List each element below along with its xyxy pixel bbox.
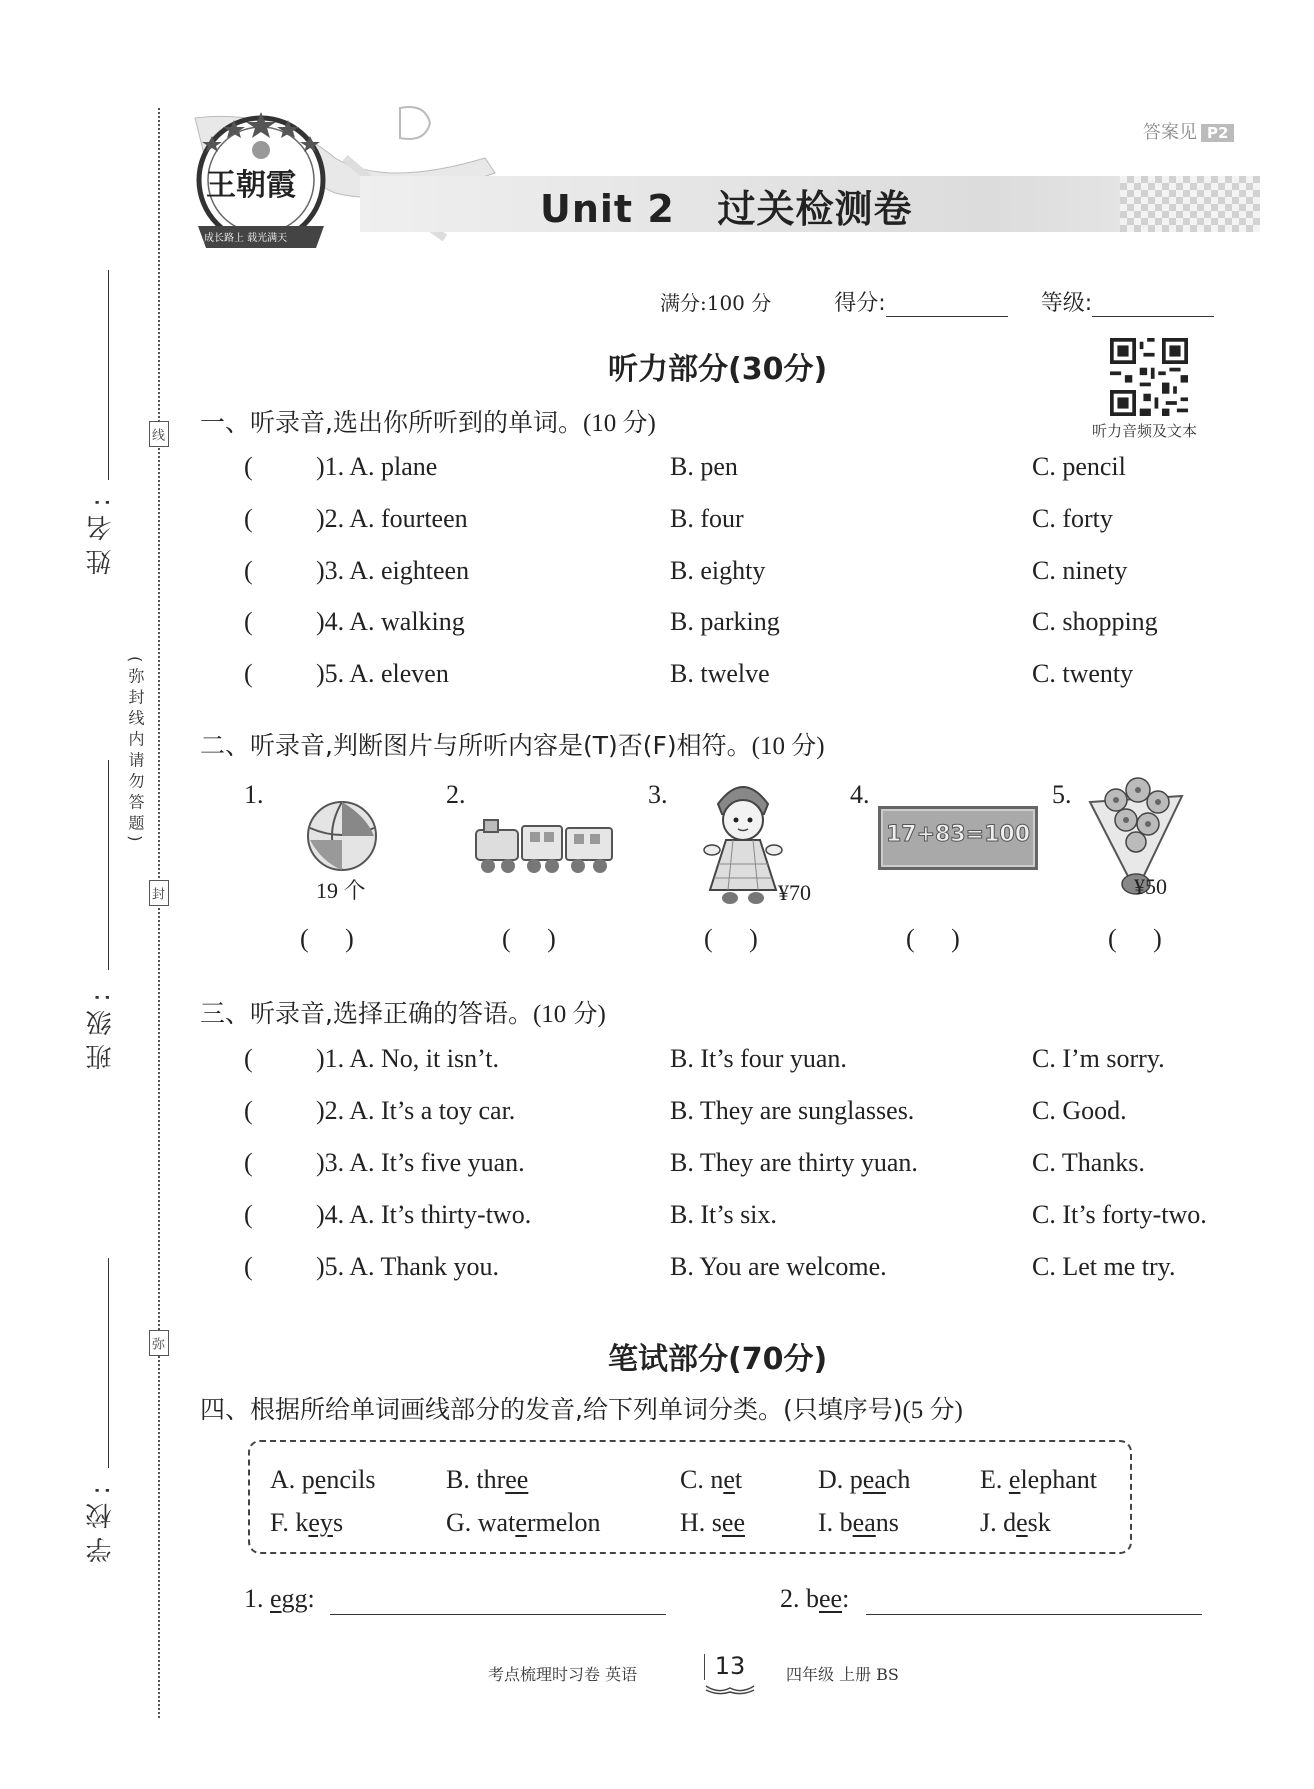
grade-blank[interactable]	[1092, 316, 1214, 317]
title-checker-pattern	[1120, 176, 1260, 232]
item-option-c: C. Thanks.	[1032, 1148, 1145, 1177]
answer-paren[interactable]: (	[244, 1200, 253, 1229]
full-marks: 满分:100 分	[660, 291, 772, 315]
answer-reference	[1143, 118, 1234, 144]
answer-ref-label: 答案见	[1143, 122, 1197, 143]
page-number-book-icon	[704, 1682, 756, 1696]
pic-3-caption: ¥70	[778, 880, 811, 905]
word-d: D. peach	[818, 1465, 911, 1494]
word-g: G. watermelon	[446, 1508, 601, 1537]
score-line	[660, 286, 1214, 317]
answer-paren[interactable]: (	[244, 1148, 253, 1177]
name-write-line	[108, 270, 109, 480]
item-option-a: )4. A. It’s thirty-two.	[316, 1200, 532, 1229]
word-j: J. desk	[980, 1508, 1051, 1537]
item-option-a: )4. A. walking	[316, 607, 465, 636]
item-option-a: )5. A. eleven	[316, 659, 449, 688]
q4-points: (5 分)	[902, 1397, 963, 1424]
item-option-c: C. Let me try.	[1032, 1252, 1176, 1281]
tf-answer-3[interactable]: ( )	[704, 924, 758, 953]
tf-answer-2[interactable]: ( )	[502, 924, 556, 953]
item-option-c: C. twenty	[1032, 659, 1134, 688]
qr-caption: 听力音频及文本	[1092, 422, 1198, 440]
item-option-a: )5. A. Thank you.	[316, 1252, 499, 1281]
pic-4-number: 4.	[850, 780, 870, 809]
q4-heading-text: 四、根据所给单词画线部分的发音,给下列单词分类。(只填序号)	[200, 1395, 903, 1424]
seal-mark-line: 线	[149, 421, 169, 447]
item-option-c: C. It’s forty-two.	[1032, 1200, 1207, 1229]
seal-mark-bottom: 弥	[149, 1330, 169, 1356]
page-number: 13	[714, 1652, 746, 1680]
score-label: 得分:	[834, 291, 886, 316]
answer-paren[interactable]: (	[244, 556, 253, 585]
publisher-logo	[176, 108, 346, 268]
binding-dotted-line	[158, 108, 160, 1718]
word-e: E. elephant	[980, 1465, 1097, 1494]
item-option-c: C. shopping	[1032, 607, 1158, 636]
q4-heading	[200, 1390, 963, 1426]
item-option-a: )3. A. It’s five yuan.	[316, 1148, 525, 1177]
item-option-c: C. I’m sorry.	[1032, 1044, 1165, 1073]
answer-paren[interactable]: (	[244, 504, 253, 533]
pic-5-caption: ¥50	[1134, 874, 1167, 899]
answer-2-label: 2. bee:	[780, 1584, 850, 1613]
item-option-a: )2. A. fourteen	[316, 504, 468, 533]
item-option-a: )1. A. plane	[316, 452, 438, 481]
word-f: F. keys	[270, 1508, 344, 1537]
footer-right: 四年级 上册 BS	[786, 1665, 899, 1684]
item-option-b: B. four	[670, 504, 744, 533]
q1-points: (10 分)	[582, 410, 656, 437]
item-option-b: B. It’s four yuan.	[670, 1044, 847, 1073]
pic-4-caption: 17+83=100	[885, 822, 1031, 847]
item-option-c: C. pencil	[1032, 452, 1126, 481]
answer-paren[interactable]: (	[244, 659, 253, 688]
q3-heading	[200, 994, 606, 1030]
answer-ref-page: P2	[1201, 124, 1234, 142]
ball-icon	[302, 796, 382, 876]
item-option-b: B. twelve	[670, 659, 770, 688]
word-h: H. see	[680, 1508, 745, 1537]
item-option-c: C. ninety	[1032, 556, 1128, 585]
answer-1-blank[interactable]	[330, 1614, 666, 1615]
tf-answer-4[interactable]: ( )	[906, 924, 960, 953]
item-option-c: C. forty	[1032, 504, 1113, 533]
answer-paren[interactable]: (	[244, 452, 253, 481]
item-option-a: )1. A. No, it isn’t.	[316, 1044, 499, 1073]
score-blank[interactable]	[886, 316, 1008, 317]
pic-3-number: 3.	[648, 780, 668, 809]
pic-1-number: 1.	[244, 780, 264, 809]
q3-points: (10 分)	[532, 1001, 606, 1028]
doll-icon	[698, 774, 788, 910]
item-option-c: C. Good.	[1032, 1096, 1127, 1125]
seal-notice: (弥封线内请勿答题)	[126, 656, 145, 847]
item-option-a: )3. A. eighteen	[316, 556, 470, 585]
name-label: 姓名:	[86, 490, 116, 575]
class-label: 班级:	[86, 985, 116, 1070]
pic-2-number: 2.	[446, 780, 466, 809]
tf-answer-1[interactable]: ( )	[300, 924, 354, 953]
q1-heading	[200, 403, 656, 439]
answer-paren[interactable]: (	[244, 607, 253, 636]
item-option-b: B. They are sunglasses.	[670, 1096, 915, 1125]
answer-1-label: 1. egg:	[244, 1584, 315, 1613]
item-option-b: B. You are welcome.	[670, 1252, 887, 1281]
q3-heading-text: 三、听录音,选择正确的答语。	[200, 999, 533, 1028]
item-option-b: B. parking	[670, 607, 780, 636]
writing-section-title: 笔试部分(70分)	[608, 1342, 828, 1377]
answer-paren[interactable]: (	[244, 1096, 253, 1125]
q2-heading	[200, 726, 825, 762]
pic-5-number: 5.	[1052, 780, 1072, 809]
page-number-divider	[704, 1654, 705, 1680]
word-b: B. three	[446, 1465, 529, 1494]
toy-train-icon	[470, 812, 620, 882]
answer-paren[interactable]: (	[244, 1252, 253, 1281]
q2-heading-text: 二、听录音,判断图片与所听内容是(T)否(F)相符。	[200, 731, 752, 760]
answer-2-blank[interactable]	[866, 1614, 1202, 1615]
logo-motto: 成长路上 载光满天	[204, 233, 288, 244]
word-i: I. beans	[818, 1508, 899, 1537]
grade-label: 等级:	[1040, 291, 1093, 316]
item-option-a: )2. A. It’s a toy car.	[316, 1096, 516, 1125]
school-write-line	[108, 1258, 109, 1468]
q1-heading-text: 一、听录音,选出你所听到的单词。	[200, 408, 583, 437]
logo-text: 王朝霞	[206, 168, 296, 203]
item-option-b: B. It’s six.	[670, 1200, 777, 1229]
school-label: 学校:	[86, 1478, 116, 1563]
answer-paren[interactable]: (	[244, 1044, 253, 1073]
item-option-b: B. They are thirty yuan.	[670, 1148, 918, 1177]
footer-left: 考点梳理时习卷 英语	[488, 1665, 638, 1684]
class-write-line	[108, 760, 109, 970]
word-c: C. net	[680, 1465, 743, 1494]
tf-answer-5[interactable]: ( )	[1108, 924, 1162, 953]
q2-points: (10 分)	[751, 733, 825, 760]
item-option-b: B. eighty	[670, 556, 766, 585]
page-title: Unit 2 过关检测卷	[540, 187, 913, 231]
word-a: A. pencils	[270, 1465, 376, 1494]
qr-code-icon[interactable]	[1110, 338, 1188, 416]
listening-section-title: 听力部分(30分)	[608, 352, 828, 387]
seal-mark-seal: 封	[149, 880, 169, 906]
pic-1-caption: 19 个	[316, 878, 366, 903]
item-option-b: B. pen	[670, 452, 738, 481]
